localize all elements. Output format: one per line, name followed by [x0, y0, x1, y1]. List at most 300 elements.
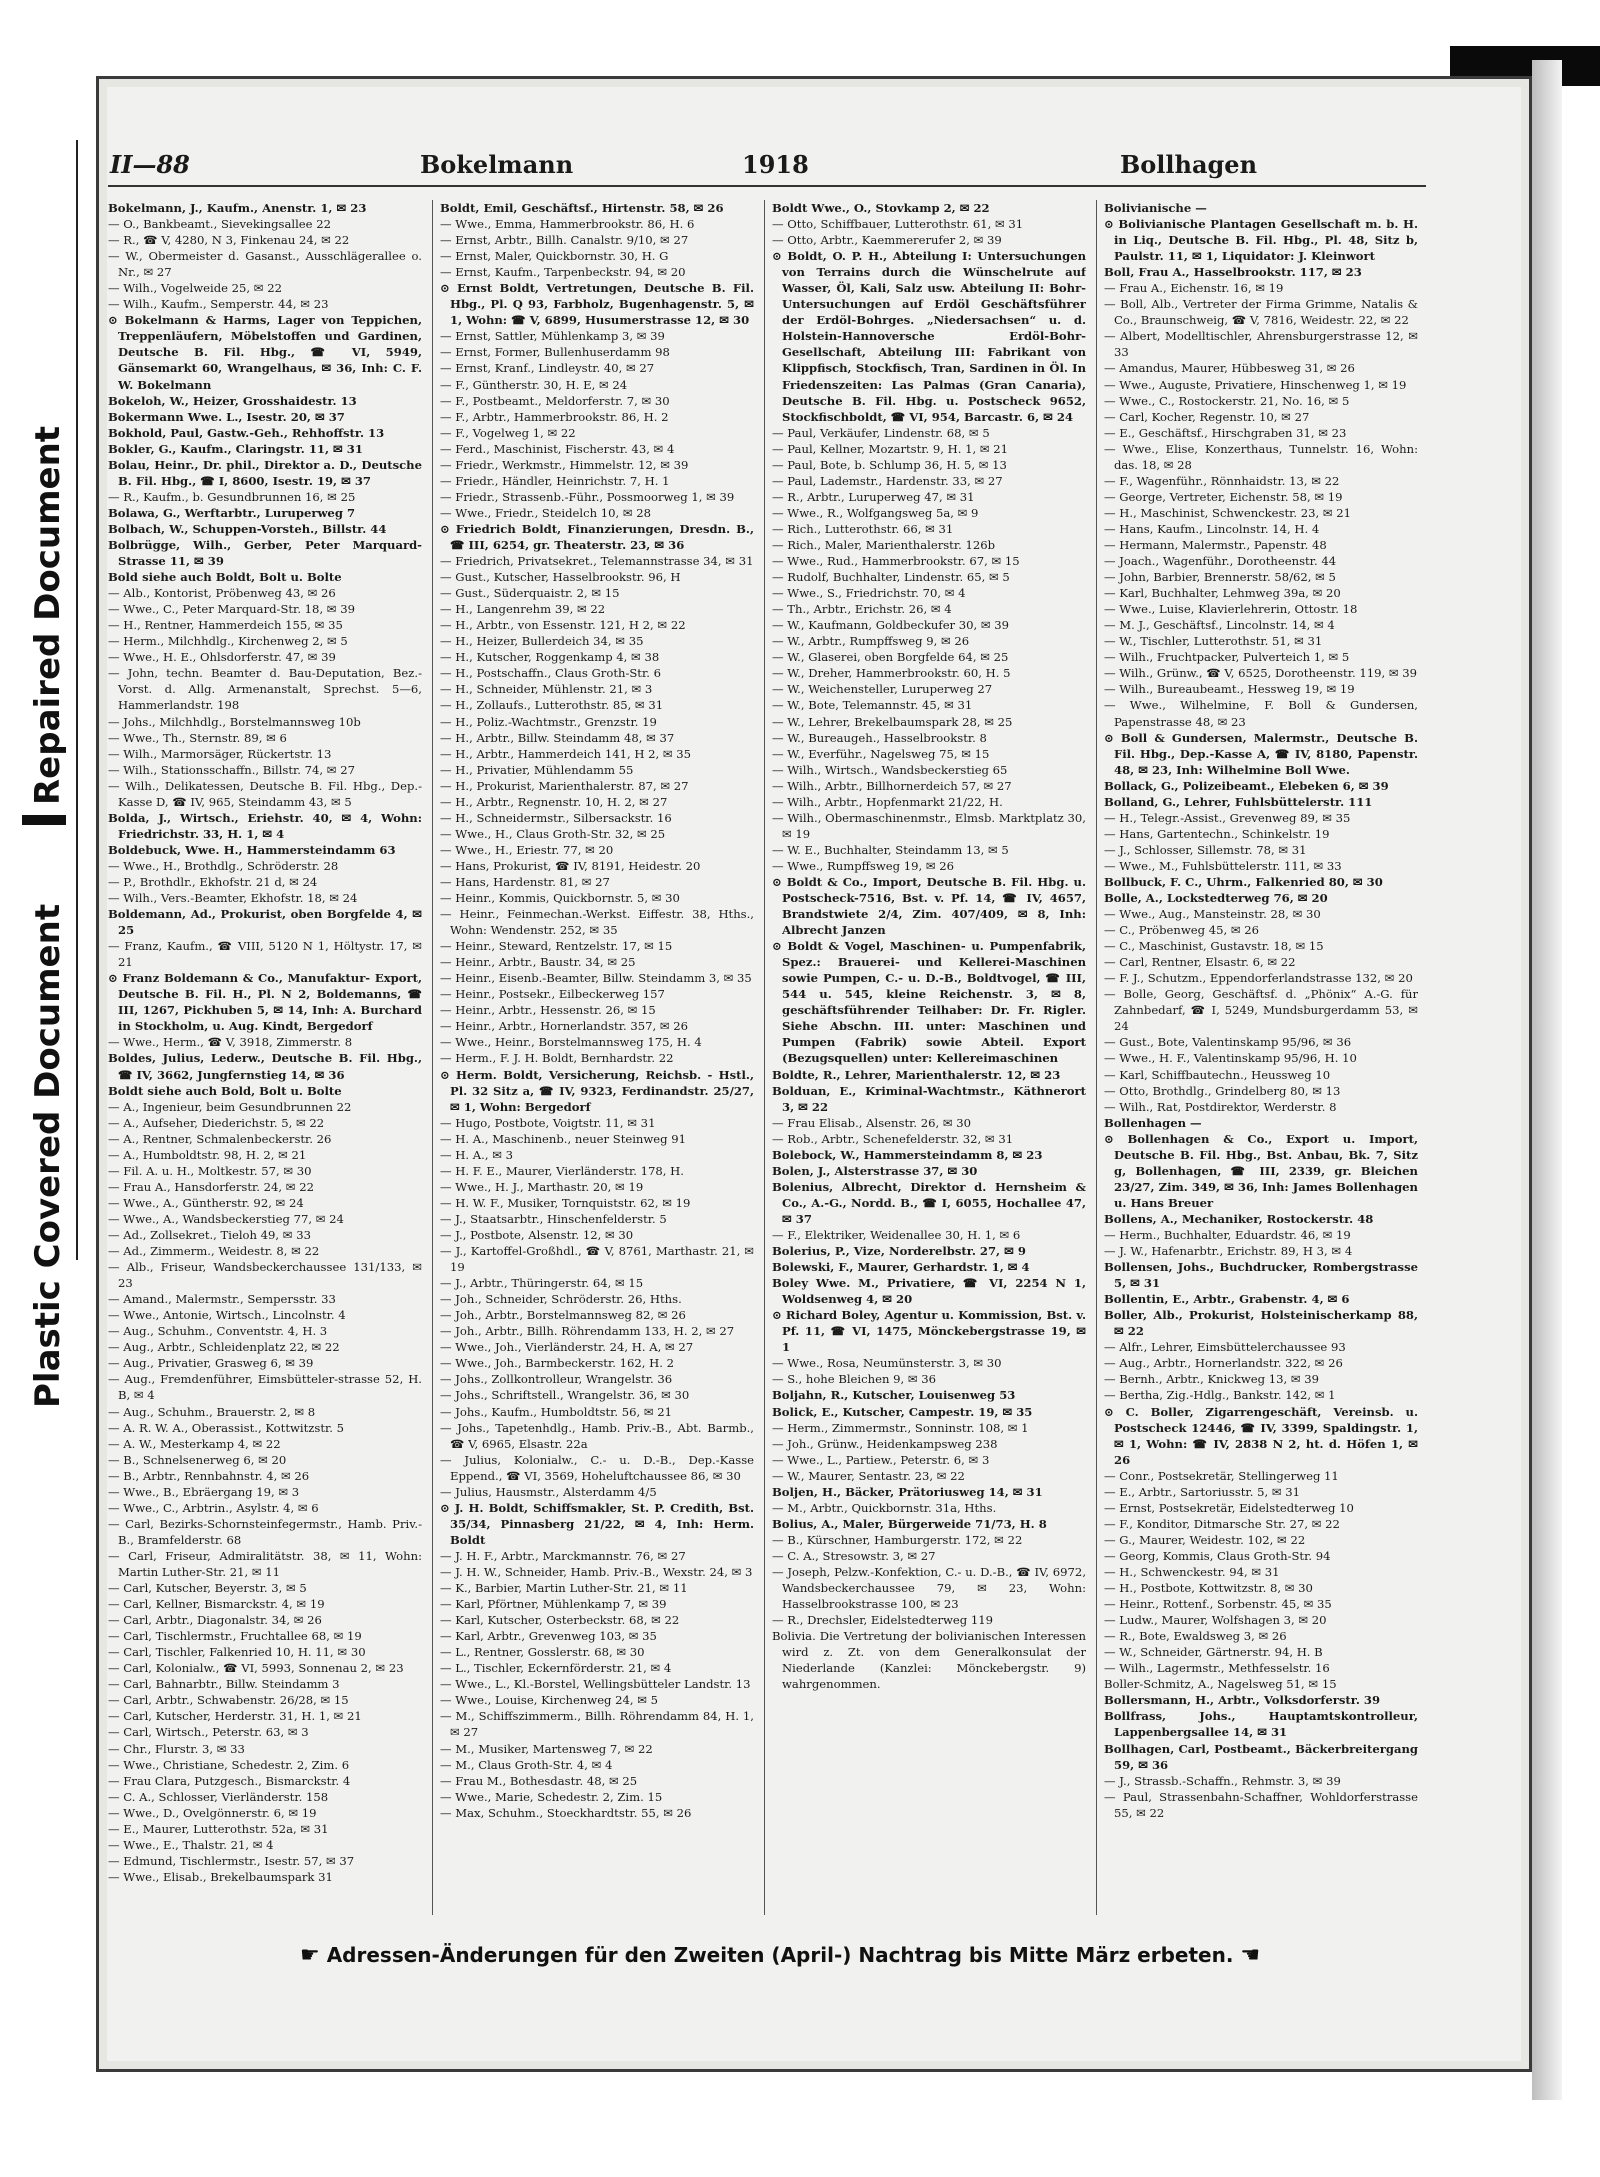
directory-entry: Boldt, Emil, Geschäftsf., Hirtenstr. 58, ✉ 26: [440, 201, 724, 215]
directory-entry: — Friedr., Händler, Heinrichstr. 7, H. 1: [440, 473, 670, 488]
directory-entry: — Julius, Hausmstr., Alsterdamm 4/5: [440, 1484, 657, 1499]
directory-entry: — H., Rentner, Hammerdeich 155, ✉ 35: [108, 618, 343, 633]
directory-entry: — H. F. E., Maurer, Vierländerstr. 178, H.: [440, 1163, 684, 1178]
directory-entry: Bollack, G., Polizeibeamt., Elebeken 6, ✉ 39: [1104, 778, 1389, 793]
directory-entry: — H., Zollaufs., Lutterothstr. 85, ✉ 31: [440, 698, 664, 713]
directory-entry: Bolau, Heinr., Dr. phil., Direktor a. D., Deutsche B. Fil. Hbg., ☎ I, 8600, Isestr. 19, ✉ 37: [108, 457, 422, 488]
directory-entry: — Wwe., E., Thalstr. 21, ✉ 4: [108, 1837, 274, 1852]
directory-entry: Bokeloh, W., Heizer, Grosshaidestr. 13: [108, 393, 357, 408]
directory-entry: Bollens, A., Mechaniker, Rostockerstr. 48: [1104, 1211, 1374, 1226]
directory-entry: — E., Arbtr., Sartoriusstr. 5, ✉ 31: [1104, 1484, 1300, 1499]
directory-entry: — Alfr., Lehrer, Eimsbüttelerchaussee 93: [1104, 1340, 1346, 1355]
directory-entry: — H., Kutscher, Roggenkamp 4, ✉ 38: [440, 650, 660, 665]
directory-entry: — M., Claus Groth-Str. 4, ✉ 4: [440, 1757, 613, 1772]
directory-entry: — Carl, Rentner, Elsastr. 6, ✉ 22: [1104, 955, 1296, 970]
directory-entry: — H., Postschaffn., Claus Groth-Str. 6: [440, 666, 661, 681]
directory-entry: — E., Maurer, Lutterothstr. 52a, ✉ 31: [108, 1821, 329, 1836]
directory-entry: Bokhold, Paul, Gastw.-Geh., Rehhoffstr. 13: [108, 425, 385, 440]
directory-entry: Bolius, A., Maler, Bürgerweide 71/73, H. 8: [772, 1516, 1047, 1531]
directory-entry: — H. W. F., Musiker, Tornquiststr. 62, ✉ 19: [440, 1195, 691, 1210]
directory-entry: Bolda, J., Wirtsch., Eriehstr. 40, ✉ 4, Wohn: Friedrichstr. 33, H. 1, ✉ 4: [108, 810, 422, 841]
directory-entry: — Ernst, Maler, Quickbornstr. 30, H. G: [440, 249, 669, 264]
directory-entry: — Gust., Bote, Valentinskamp 95/96, ✉ 36: [1104, 1035, 1352, 1050]
directory-entry: — John, techn. Beamter d. Bau-Deputation, Bez.-Vorst. d. Allg. Armenanstalt, Sprechst. 5—6, Hammerlandstr. 198: [108, 666, 422, 713]
directory-entry: — Ernst, Kranf., Lindleystr. 40, ✉ 27: [440, 361, 655, 376]
directory-entry: — Wwe., C., Rostockerstr. 21, No. 16, ✉ 5: [1104, 393, 1350, 408]
directory-entry: — Gust., Kutscher, Hasselbrookstr. 96, H: [440, 570, 681, 585]
directory-entry: — C. A., Schlosser, Vierländerstr. 158: [108, 1789, 329, 1804]
directory-entry: — Rob., Arbtr., Schenefelderstr. 32, ✉ 31: [772, 1131, 1014, 1146]
directory-entry: Bolivia. Die Vertretung der bolivianischen Interessen wird z. Zt. von dem Generalkonsulat der Niederlande (Kanzlei: Mönckebergstr. 9) wahrgenommen.: [772, 1629, 1086, 1692]
directory-entry: Bolland, G., Lehrer, Fuhlsbüttelerstr. 111: [1104, 794, 1373, 809]
pointing-hand-icon: ☛: [300, 1943, 320, 1968]
directory-entry: Bolenius, Albrecht, Direktor d. Hernsheim & Co., A.-G., Nordd. B., ☎ I, 6055, Hochallee 47, ✉ 37: [772, 1179, 1086, 1226]
directory-column-3: [772, 200, 1086, 1920]
directory-entry: — Max, Schuhm., Stoeckhardtstr. 55, ✉ 26: [440, 1805, 692, 1820]
directory-entry: — Hans, Kaufm., Lincolnstr. 14, H. 4: [1104, 521, 1320, 536]
directory-entry: — M., Arbtr., Quickbornstr. 31a, Hths.: [772, 1500, 997, 1515]
directory-entry: — Heinr., Postsekr., Eilbeckerweg 157: [440, 987, 665, 1002]
directory-entry: — Ernst, Sattler, Mühlenkamp 3, ✉ 39: [440, 329, 665, 344]
directory-entry: — Wwe., R., Wolfgangsweg 5a, ✉ 9: [772, 505, 979, 520]
column-divider: [432, 200, 433, 1915]
directory-entry: — Wilh., Grünw., ☎ V, 6525, Dorotheenstr. 119, ✉ 39: [1104, 666, 1418, 681]
directory-entry: — Karl, Pförtner, Mühlenkamp 7, ✉ 39: [440, 1597, 667, 1612]
directory-entry: Bolebock, W., Hammersteindamm 8, ✉ 23: [772, 1147, 1043, 1162]
directory-entry: — A., Rentner, Schmalenbeckerstr. 26: [108, 1131, 332, 1146]
directory-entry: — Wwe., S., Friedrichstr. 70, ✉ 4: [772, 586, 966, 601]
directory-entry: — Joh., Grünw., Heidenkampsweg 238: [772, 1436, 998, 1451]
directory-entry: — Wilh., Rat, Postdirektor, Werderstr. 8: [1104, 1099, 1337, 1114]
directory-entry: — F., Elektriker, Weidenallee 30, H. 1, ✉ 6: [772, 1228, 1021, 1242]
directory-entry: — Wilh., Vers.-Beamter, Ekhofstr. 18, ✉ 24: [108, 891, 358, 906]
directory-entry: Boley Wwe. M., Privatiere, ☎ VI, 2254 N 1, Woldsenweg 4, ✉ 20: [772, 1276, 1086, 1307]
directory-entry: — H. A., ✉ 3: [440, 1147, 513, 1162]
directory-entry: — Aug., Arbtr., Schleidenplatz 22, ✉ 22: [108, 1340, 340, 1355]
directory-entry: — Wilh., Kaufm., Semperstr. 44, ✉ 23: [108, 297, 329, 312]
directory-entry: — Paul, Strassenbahn-Schaffner, Wohldorferstrasse 55, ✉ 22: [1104, 1789, 1418, 1820]
directory-entry: — Carl, Arbtr., Diagonalstr. 34, ✉ 26: [108, 1613, 322, 1628]
directory-entry: — F., Güntherstr. 30, H. E, ✉ 24: [440, 377, 628, 392]
directory-entry: — Carl, Friseur, Admiralitätstr. 38, ✉ 11, Wohn: Martin Luther-Str. 21, ✉ 11: [108, 1548, 422, 1579]
directory-entry: — Frau Clara, Putzgesch., Bismarckstr. 4: [108, 1773, 351, 1788]
directory-entry: — Gust., Süderquaistr. 2, ✉ 15: [440, 586, 620, 601]
directory-entry: ⊙ Ernst Boldt, Vertretungen, Deutsche B. Fil. Hbg., Pl. Q 93, Farbholz, Bugenhagenstr. 5, ✉ 1, Wohn: ☎ V, 6899, Husumerstrasse 12, ✉ 30: [440, 281, 754, 328]
directory-entry: — Otto, Brothdlg., Grindelberg 80, ✉ 13: [1104, 1083, 1341, 1098]
directory-entry: — W., Glaserei, oben Borgfelde 64, ✉ 25: [772, 650, 1009, 665]
directory-entry: — Joseph, Pelzw.-Konfektion, C.- u. D.-B., ☎ IV, 6972, Wandsbeckerchaussee 79, ✉ 23, Wohn: Hasselbrookstrasse 100, ✉ 23: [772, 1564, 1086, 1612]
directory-entry: — F., Konditor, Ditmarsche Str. 27, ✉ 22: [1104, 1516, 1340, 1531]
directory-entry: — H., Schneider, Mühlenstr. 21, ✉ 3: [440, 682, 653, 697]
directory-entry: — A. R. W. A., Oberassist., Kottwitzstr. 5: [108, 1420, 344, 1435]
directory-entry: Bollentin, E., Arbtr., Grabenstr. 4, ✉ 6: [1104, 1292, 1350, 1307]
directory-entry: — W., Tischler, Lutterothstr. 51, ✉ 31: [1104, 634, 1323, 649]
directory-entry: ⊙ Bolivianische Plantagen Gesellschaft m. b. H. in Liq., Deutsche B. Fil. Hbg., Pl. 48, Sitz b, Paulstr. 11, ✉ 1, Liquidator: J. Kleinwort: [1104, 217, 1418, 264]
directory-entry: — Carl, Kutscher, Beyerstr. 3, ✉ 5: [108, 1581, 307, 1596]
directory-entry: — Heinr., Eisenb.-Beamter, Billw. Steindamm 3, ✉ 35: [440, 971, 752, 986]
directory-entry: — Wwe., A., Wandsbeckerstieg 77, ✉ 24: [108, 1211, 344, 1226]
directory-entry: Bokelmann, J., Kaufm., Anenstr. 1, ✉ 23: [108, 201, 367, 215]
directory-entry: Bokermann Wwe. L., Isestr. 20, ✉ 37: [108, 409, 345, 424]
side-label-strip: [0, 140, 78, 1408]
directory-entry: ⊙ Franz Boldemann & Co., Manufaktur- Export, Deutsche B. Fil. H., Pl. N 2, Boldemanns, ☎ III, 1267, Pickhuben 5, ✉ 14, Inh: A. Burchard in Stockholm, u. Aug. Kindt, Bergedorf: [108, 971, 422, 1034]
directory-entry: — H., Poliz.-Wachtmstr., Grenzstr. 19: [440, 714, 657, 729]
directory-entry: — Th., Arbtr., Erichstr. 26, ✉ 4: [772, 602, 952, 617]
directory-entry: — Herm., F. J. H. Boldt, Bernhardstr. 22: [440, 1051, 674, 1066]
directory-entry: — F. J., Schutzm., Eppendorferlandstrasse 132, ✉ 20: [1104, 971, 1413, 986]
directory-entry: — Wwe., Joh., Vierländerstr. 24, H. A, ✉ 27: [440, 1340, 694, 1355]
directory-entry: — Ernst, Postsekretär, Eidelstedterweg 10: [1104, 1500, 1354, 1515]
directory-entry: — H., Telegr.-Assist., Grevenweg 89, ✉ 35: [1104, 810, 1351, 825]
directory-entry: — Heinr., Rottenf., Sorbenstr. 45, ✉ 35: [1104, 1597, 1332, 1612]
directory-entry: — Frau A., Eichenstr. 16, ✉ 19: [1104, 281, 1284, 296]
directory-entry: Bolick, E., Kutscher, Campestr. 19, ✉ 35: [772, 1404, 1033, 1419]
directory-entry: — Wilh., Wirtsch., Wandsbeckerstieg 65: [772, 762, 1008, 777]
directory-entry: — Rich., Maler, Marienthalerstr. 126b: [772, 537, 996, 552]
directory-entry: — W., Obermeister d. Gasanst., Ausschlägerallee o. Nr., ✉ 27: [108, 249, 422, 280]
directory-entry: — J., Arbtr., Thüringerstr. 64, ✉ 15: [440, 1276, 644, 1291]
directory-entry: Bollersmann, H., Arbtr., Volksdorferstr. 39: [1104, 1693, 1381, 1708]
directory-entry: — Aug., Arbtr., Hornerlandstr. 322, ✉ 26: [1104, 1356, 1343, 1371]
directory-entry: — H., Arbtr., von Essenstr. 121, H 2, ✉ 22: [440, 618, 686, 633]
directory-entry: — Karl, Schiffbautechn., Heussweg 10: [1104, 1067, 1331, 1082]
directory-entry: — Fil. A. u. H., Moltkestr. 57, ✉ 30: [108, 1163, 312, 1178]
directory-entry: — Wwe., B., Ebräergang 19, ✉ 3: [108, 1484, 300, 1499]
directory-entry: — Ludw., Maurer, Wolfshagen 3, ✉ 20: [1104, 1613, 1327, 1628]
directory-entry: — R., Bote, Ewaldsweg 3, ✉ 26: [1104, 1629, 1287, 1644]
directory-entry: — Carl, Kutscher, Herderstr. 31, H. 1, ✉ 21: [108, 1709, 362, 1724]
directory-entry: — Heinr., Arbtr., Baustr. 34, ✉ 25: [440, 955, 636, 970]
directory-entry: — Johs., Kaufm., Humboldtstr. 56, ✉ 21: [440, 1404, 673, 1419]
directory-entry: — W., Arbtr., Rumpffsweg 9, ✉ 26: [772, 634, 970, 649]
directory-entry: — Edmund, Tischlermstr., Isestr. 57, ✉ 37: [108, 1853, 355, 1868]
directory-entry: — Wwe., Auguste, Privatiere, Hinschenweg 1, ✉ 19: [1104, 377, 1407, 392]
directory-entry: — Ernst, Arbtr., Billh. Canalstr. 9/10, ✉ 27: [440, 233, 689, 248]
directory-entry: — Chr., Flurstr. 3, ✉ 33: [108, 1741, 245, 1756]
directory-entry: — Julius, Kolonialw., C.- u. D.-B., Dep.-Kasse Eppend., ☎ VI, 3569, Hoheluftchaussee 86, ✉ 30: [440, 1452, 754, 1483]
column-divider: [764, 200, 765, 1915]
directory-entry: — Aug., Schuhm., Brauerstr. 2, ✉ 8: [108, 1404, 316, 1419]
directory-entry: — Wwe., Herm., ☎ V, 3918, Zimmerstr. 8: [108, 1035, 353, 1050]
directory-entry: — L., Rentner, Gosslerstr. 68, ✉ 30: [440, 1645, 645, 1660]
directory-entry: ⊙ Boldt & Co., Import, Deutsche B. Fil. Hbg. u. Postscheck-7516, Bst. v. Pf. 14, ☎ IV, 4657, Brandstwiete 2/4, Zim. 407/409, ✉ 8, Inh: Albrecht Janzen: [772, 874, 1086, 938]
directory-entry: — Amandus, Maurer, Hübbesweg 31, ✉ 26: [1104, 361, 1355, 376]
directory-entry: — Wilh., Marmorsäger, Rückertstr. 13: [108, 746, 332, 761]
directory-entry: — Friedr., Werkmstr., Himmelstr. 12, ✉ 39: [440, 457, 689, 472]
directory-entry: — Herm., Zimmermstr., Sonninstr. 108, ✉ 1: [772, 1420, 1029, 1435]
directory-entry: ⊙ C. Boller, Zigarrengeschäft, Vereinsb. u. Postscheck 12446, ☎ IV, 3399, Spaldingstr. 1, ✉ 1, Wohn: ☎ IV, 2838 N 2, ht. d. Höfen 1, ✉ 26: [1104, 1404, 1418, 1467]
directory-entry: — Bolle, Georg, Geschäftsf. d. „Phönix“ A.-G. für Zahnbedarf, ☎ I, 5249, Mundsburgerdamm 53, ✉ 24: [1104, 987, 1418, 1034]
directory-entry: — W., Lehrer, Brekelbaumspark 28, ✉ 25: [772, 714, 1013, 729]
directory-entry: — Wilh., Vogelweide 25, ✉ 22: [108, 281, 282, 296]
directory-entry: — W., Schneider, Gärtnerstr. 94, H. B: [1104, 1645, 1323, 1660]
directory-entry: — Alb., Friseur, Wandsbeckerchaussee 131/133, ✉ 23: [108, 1260, 422, 1291]
directory-entry: — Hermann, Malermstr., Papenstr. 48: [1104, 537, 1327, 552]
directory-entry: Bolerius, P., Vize, Norderelbstr. 27, ✉ 9: [772, 1244, 1026, 1259]
year-heading: 1918: [742, 150, 809, 179]
directory-entry: — C., Maschinist, Gustavstr. 18, ✉ 15: [1104, 939, 1324, 954]
directory-entry: — Wwe., H. J., Marthastr. 20, ✉ 19: [440, 1179, 644, 1194]
directory-entry: Boldte, R., Lehrer, Marienthalerstr. 12, ✉ 23: [772, 1067, 1061, 1082]
directory-entry: — Frau M., Bothesdastr. 48, ✉ 25: [440, 1773, 638, 1788]
directory-entry: — Wwe., L., Partiew., Peterstr. 6, ✉ 3: [772, 1452, 990, 1467]
directory-entry: — R., Drechsler, Eidelstedterweg 119: [772, 1613, 994, 1628]
directory-entry: — F., Arbtr., Hammerbrookstr. 86, H. 2: [440, 409, 669, 424]
directory-entry: — H., Arbtr., Hammerdeich 141, H 2, ✉ 35: [440, 746, 692, 761]
directory-column-1: [108, 200, 422, 1920]
directory-entry: Bollfrass, Johs., Hauptamtskontrolleur, Lappenbergsallee 14, ✉ 31: [1104, 1709, 1418, 1740]
directory-entry: — Wwe., Wilhelmine, F. Boll & Gundersen, Papenstrasse 48, ✉ 23: [1104, 698, 1418, 729]
directory-entry: — Ad., Zollsekret., Tieloh 49, ✉ 33: [108, 1228, 311, 1242]
directory-entry: — Wilh., Arbtr., Billhornerdeich 57, ✉ 27: [772, 778, 1012, 793]
directory-entry: — Wwe., Th., Sternstr. 89, ✉ 6: [108, 730, 287, 745]
directory-entry: — Paul, Verkäufer, Lindenstr. 68, ✉ 5: [772, 425, 990, 440]
directory-entry: — Karl, Kutscher, Osterbeckstr. 68, ✉ 22: [440, 1613, 680, 1628]
directory-entry: — F., Vogelweg 1, ✉ 22: [440, 425, 576, 440]
directory-entry: — A. W., Mesterkamp 4, ✉ 22: [108, 1436, 281, 1451]
directory-entry: — Wwe., Heinr., Borstelmannsweg 175, H. 4: [440, 1035, 702, 1050]
directory-entry: — Friedr., Strassenb.-Führ., Possmoorweg 1, ✉ 39: [440, 489, 735, 504]
directory-entry: — Franz, Kaufm., ☎ VIII, 5120 N 1, Höltystr. 17, ✉ 21: [108, 939, 422, 970]
directory-entry: — B., Kürschner, Hamburgerstr. 172, ✉ 22: [772, 1532, 1023, 1547]
directory-entry: — W., Weichensteller, Luruperweg 27: [772, 682, 993, 697]
directory-entry: Boldebuck, Wwe. H., Hammersteindamm 63: [108, 842, 396, 857]
directory-entry: — Heinr., Feinmechan.-Werkst. Eiffestr. 38, Hths., Wohn: Wendenstr. 252, ✉ 35: [440, 907, 754, 938]
directory-entry: — Aug., Privatier, Grasweg 6, ✉ 39: [108, 1356, 314, 1371]
directory-entry: — Ferd., Maschinist, Fischerstr. 43, ✉ 4: [440, 441, 675, 456]
directory-entry: — R., ☎ V, 4280, N 3, Finkenau 24, ✉ 22: [108, 233, 350, 248]
directory-entry: Bolbach, W., Schuppen-Vorsteh., Billstr. 44: [108, 521, 387, 536]
directory-entry: — W., Dreher, Hammerbrookstr. 60, H. 5: [772, 666, 1011, 681]
directory-entry: — Wilh., Delikatessen, Deutsche B. Fil. Hbg., Dep.-Kasse D, ☎ IV, 965, Steindamm 43, ✉ 5: [108, 778, 422, 809]
directory-entry: ⊙ Boldt, O. P. H., Abteilung I: Untersuchungen von Terrains durch die Wünschelrute auf Wasser, Öl, Kali, Salz usw. Abteilung II: Bohr-Untersuchungen auf Erdöl Geschäftsführer der Erdöl-Bohrges. „Niedersachsen“ u. d. Holstein-Hannoversche Erdöl-Bohr-Gesellschaft, Abteilung III: Fabrikant von Klippfisch, Stockfisch, Tran, Sardinen in Öl. In Friedenszeiten: Las Palmas (Gran Canaria), Deutsche B. Fil. Hbg. u. Postscheck 9652, Stockfischboldt, ☎ VI, 954, Barcastr. 6, ✉ 24: [772, 249, 1086, 424]
directory-entry: — Carl, Tischler, Falkenried 10, H. 11, ✉ 30: [108, 1645, 366, 1660]
directory-entry: — Carl, Kellner, Bismarckstr. 4, ✉ 19: [108, 1597, 325, 1612]
directory-entry: — Georg, Kommis, Claus Groth-Str. 94: [1104, 1548, 1331, 1563]
directory-entry: Boljahn, R., Kutscher, Louisenweg 53: [772, 1388, 1016, 1403]
directory-entry: — M., Musiker, Martensweg 7, ✉ 22: [440, 1741, 653, 1756]
directory-entry: — Rich., Lutterothstr. 66, ✉ 31: [772, 521, 954, 536]
directory-entry: — Wwe., Luise, Klavierlehrerin, Ottostr. 18: [1104, 602, 1358, 617]
directory-entry: — H., Heizer, Bullerdeich 34, ✉ 35: [440, 634, 644, 649]
directory-entry: — M. J., Geschäftsf., Lincolnstr. 14, ✉ 4: [1104, 618, 1335, 633]
directory-entry: Boldt Wwe., O., Stovkamp 2, ✉ 22: [772, 201, 990, 215]
directory-entry: — John, Barbier, Brennerstr. 58/62, ✉ 5: [1104, 570, 1336, 585]
directory-entry: — Wilh., Obermaschinenmstr., Elmsb. Marktplatz 30, ✉ 19: [772, 810, 1086, 841]
directory-entry: — Boll, Alb., Vertreter der Firma Grimme, Natalis & Co., Braunschweig, ☎ V, 7816, Weidestr. 22, ✉ 22: [1104, 297, 1418, 328]
directory-entry: — W., Kaufmann, Goldbeckufer 30, ✉ 39: [772, 618, 1010, 633]
label-separator: [22, 815, 66, 825]
directory-entry: — Wilh., Arbtr., Hopfenmarkt 21/22, H.: [772, 794, 1003, 809]
directory-entry: — H., Langenrehm 39, ✉ 22: [440, 602, 606, 617]
directory-entry: — W., Bureaugeh., Hasselbrookstr. 8: [772, 730, 987, 745]
directory-entry: — Albert, Modelltischler, Ahrensburgerstrasse 12, ✉ 33: [1104, 329, 1418, 360]
directory-entry: — Wwe., L., Kl.-Borstel, Wellingsbütteler Landstr. 13: [440, 1677, 751, 1692]
directory-entry: — J., Schlosser, Sillemstr. 78, ✉ 31: [1104, 842, 1307, 857]
right-running-head: Bollhagen: [1120, 150, 1258, 179]
directory-entry: — Herm., Milchhdlg., Kirchenweg 2, ✉ 5: [108, 634, 348, 649]
directory-entry: — Otto, Arbtr., Kaemmererufer 2, ✉ 39: [772, 233, 1002, 248]
directory-column-4: [1104, 200, 1418, 1920]
directory-entry: ⊙ Boldt & Vogel, Maschinen- u. Pumpenfabrik, Spez.: Brauerei- und Kellerei-Maschinen sowie Pumpen, C.- u. D.-B., Boldtvogel, ☎ III, 544 u. 545, kleine Reichenstr. 3, ✉ 8, geschäftsführender Teilhaber: Dr. Fr. Rigler. Siehe Abschn. III. unter: Maschinen und Pumpen (Fabrik) sowie Abteil. Export (Bezugsquellen) unter: Kellereimaschinen: [772, 939, 1086, 1066]
directory-entry: ⊙ Boll & Gundersen, Malermstr., Deutsche B. Fil. Hbg., Dep.-Kasse A, ☎ IV, 8180, Papenstr. 48, ✉ 23, Inh: Wilhelmine Boll Wwe.: [1104, 730, 1418, 777]
directory-entry: — Wwe., M., Fuhlsbüttelerstr. 111, ✉ 33: [1104, 858, 1342, 873]
directory-entry: — Aug., Schuhm., Conventstr. 4, H. 3: [108, 1324, 328, 1339]
directory-entry: — Wilh., Bureaubeamt., Hessweg 19, ✉ 19: [1104, 682, 1355, 697]
directory-entry: Boller-Schmitz, A., Nagelsweg 51, ✉ 15: [1104, 1677, 1337, 1692]
directory-entry: — Paul, Bote, b. Schlump 36, H. 5, ✉ 13: [772, 457, 1007, 472]
directory-entry: — L., Tischler, Eckernförderstr. 21, ✉ 4: [440, 1661, 672, 1676]
directory-entry: — Wwe., Emma, Hammerbrookstr. 86, H. 6: [440, 217, 695, 232]
directory-entry: — Friedrich, Privatsekret., Telemannstrasse 34, ✉ 31: [440, 554, 754, 569]
directory-entry: — Hans, Gartentechn., Schinkelstr. 19: [1104, 826, 1330, 841]
directory-entry: — Wwe., Joh., Barmbeckerstr. 162, H. 2: [440, 1356, 674, 1371]
directory-entry: — Carl, Arbtr., Schwabenstr. 26/28, ✉ 15: [108, 1693, 349, 1708]
directory-entry: — Joh., Arbtr., Billh. Röhrendamm 133, H. 2, ✉ 27: [440, 1324, 735, 1339]
directory-entry: — Wwe., Rosa, Neumünsterstr. 3, ✉ 30: [772, 1356, 1002, 1371]
directory-entry: Boller, Alb., Prokurist, Holsteinischerkamp 88, ✉ 22: [1104, 1308, 1418, 1339]
directory-entry: — Wwe., H., Brothdlg., Schröderstr. 28: [108, 858, 339, 873]
directory-entry: — W., Everführ., Nagelsweg 75, ✉ 15: [772, 746, 990, 761]
directory-entry: — Johs., Zollkontrolleur, Wrangelstr. 36: [440, 1372, 673, 1387]
directory-entry: — Wwe., Elise, Konzerthaus, Tunnelstr. 16, Wohn: das. 18, ✉ 28: [1104, 441, 1418, 472]
directory-entry: — J. H. F., Arbtr., Marckmannstr. 76, ✉ 27: [440, 1548, 686, 1563]
directory-entry: Bolbrügge, Wilh., Gerber, Peter Marquard-Strasse 11, ✉ 39: [108, 537, 422, 569]
directory-entry: — George, Vertreter, Eichenstr. 58, ✉ 19: [1104, 489, 1343, 504]
directory-entry: — Wwe., Marie, Schedestr. 2, Zim. 15: [440, 1789, 663, 1804]
directory-entry: — H., Privatier, Mühlendamm 55: [440, 762, 634, 777]
directory-entry: — Johs., Milchhdlg., Borstelmannsweg 10b: [108, 714, 361, 729]
directory-entry: — Wwe., H. F., Valentinskamp 95/96, H. 10: [1104, 1051, 1357, 1066]
directory-entry: — Paul, Lademstr., Hardenstr. 33, ✉ 27: [772, 473, 1003, 488]
directory-entry: — O., Bankbeamt., Sievekingsallee 22: [108, 217, 331, 232]
directory-entry: — Heinr., Arbtr., Hessenstr. 26, ✉ 15: [440, 1003, 656, 1018]
directory-entry: — Carl, Kocher, Regenstr. 10, ✉ 27: [1104, 409, 1310, 424]
footer-notice: [300, 1943, 1320, 1969]
directory-entry: — F., Postbeamt., Meldorferstr. 7, ✉ 30: [440, 393, 670, 408]
page-number: II—88: [110, 150, 190, 179]
page-header: [110, 150, 1420, 180]
directory-entry: — C. A., Stresowstr. 3, ✉ 27: [772, 1548, 936, 1563]
directory-entry: — Bertha, Zig.-Hdlg., Bankstr. 142, ✉ 1: [1104, 1388, 1336, 1403]
directory-entry: — Ad., Zimmerm., Weidestr. 8, ✉ 22: [108, 1244, 320, 1259]
directory-entry: — W., Maurer, Sentastr. 23, ✉ 22: [772, 1468, 965, 1483]
directory-entry: Bolen, J., Alsterstrasse 37, ✉ 30: [772, 1163, 978, 1178]
directory-entry: — Aug., Fremdenführer, Eimsbütteler-strasse 52, H. B, ✉ 4: [108, 1372, 422, 1403]
directory-entry: — Carl, Bezirks-Schornsteinfegermstr., Hamb. Priv.-B., Bramfelderstr. 68: [108, 1516, 422, 1547]
directory-entry: Bolewski, F., Maurer, Gerhardstr. 1, ✉ 4: [772, 1260, 1030, 1275]
directory-entry: — Wwe., C., Peter Marquard-Str. 18, ✉ 39: [108, 602, 355, 617]
pointing-hand-icon: ☚: [1240, 1943, 1261, 1968]
directory-entry: — Wwe., D., Ovelgönnerstr. 6, ✉ 19: [108, 1805, 317, 1820]
directory-entry: — W., Bote, Telemannstr. 45, ✉ 31: [772, 698, 973, 713]
directory-entry: — Carl, Kolonialw., ☎ VI, 5993, Sonnenau 2, ✉ 23: [108, 1661, 404, 1676]
directory-entry: — H., Arbtr., Regnenstr. 10, H. 2, ✉ 27: [440, 794, 668, 809]
directory-entry: — K., Barbier, Martin Luther-Str. 21, ✉ 11: [440, 1581, 688, 1596]
directory-entry: — M., Schiffszimmerm., Billh. Röhrendamm 84, H. 1, ✉ 27: [440, 1709, 754, 1740]
directory-entry: — Karl, Arbtr., Grevenweg 103, ✉ 35: [440, 1629, 657, 1644]
directory-entry: — R., Arbtr., Luruperweg 47, ✉ 31: [772, 489, 975, 504]
directory-entry: — R., Kaufm., b. Gesundbrunnen 16, ✉ 25: [108, 489, 356, 504]
directory-entry: — Wwe., Aug., Mansteinstr. 28, ✉ 30: [1104, 907, 1321, 922]
directory-entry: Boldt siehe auch Bold, Bolt u. Bolte: [108, 1083, 342, 1098]
directory-entry: — Johs., Schriftstell., Wrangelstr. 36, ✉ 30: [440, 1388, 690, 1403]
directory-entry: — C., Pröbenweg 45, ✉ 26: [1104, 923, 1260, 938]
directory-entry: — Heinr., Kommis, Quickbornstr. 5, ✉ 30: [440, 891, 680, 906]
directory-column-2: [440, 200, 754, 1920]
directory-entry: — J., Staatsarbtr., Hinschenfelderstr. 5: [440, 1211, 667, 1226]
column-divider: [1096, 200, 1097, 1915]
directory-entry: — E., Geschäftsf., Hirschgraben 31, ✉ 23: [1104, 425, 1347, 440]
directory-entry: — Wwe., Friedr., Steidelch 10, ✉ 28: [440, 505, 652, 520]
directory-entry: Bollbuck, F. C., Uhrm., Falkenried 80, ✉ 30: [1104, 874, 1383, 889]
directory-entry: — Wwe., Elisab., Brekelbaumspark 31: [108, 1869, 333, 1884]
directory-entry: Bollhagen, Carl, Postbeamt., Bäckerbreitergang 59, ✉ 36: [1104, 1741, 1418, 1772]
directory-entry: Bolivianische —: [1104, 201, 1207, 215]
directory-entry: Bokler, G., Kaufm., Claringstr. 11, ✉ 31: [108, 441, 363, 456]
directory-entry: Bollenhagen —: [1104, 1115, 1202, 1130]
directory-entry: — A., Aufseher, Diederichstr. 5, ✉ 22: [108, 1115, 325, 1130]
directory-entry: Boldemann, Ad., Prokurist, oben Borgfelde 4, ✉ 25: [108, 907, 422, 938]
directory-entry: — Johs., Tapetenhdlg., Hamb. Priv.-B., Abt. Barmb., ☎ V, 6965, Elsastr. 22a: [440, 1420, 754, 1451]
directory-entry: — Wwe., Rud., Hammerbrookstr. 67, ✉ 15: [772, 554, 1020, 569]
directory-entry: — S., hohe Bleichen 9, ✉ 36: [772, 1372, 936, 1387]
directory-entry: — Wwe., H., Eriestr. 77, ✉ 20: [440, 842, 614, 857]
directory-entry: — Wwe., H. E., Ohlsdorferstr. 47, ✉ 39: [108, 650, 336, 665]
directory-entry: — H., Schwenckestr. 94, ✉ 31: [1104, 1564, 1280, 1579]
directory-entry: — Heinr., Arbtr., Hornerlandstr. 357, ✉ 26: [440, 1019, 688, 1034]
directory-entry: Bollensen, Johs., Buchdrucker, Rombergstrasse 5, ✉ 31: [1104, 1260, 1418, 1291]
directory-entry: — Amand., Malermstr., Sempersstr. 33: [108, 1292, 336, 1307]
directory-entry: — Wwe., Louise, Kirchenweg 24, ✉ 5: [440, 1693, 659, 1708]
directory-entry: — A., Humboldtstr. 98, H. 2, ✉ 21: [108, 1147, 307, 1162]
directory-entry: — Ernst, Kaufm., Tarpenbeckstr. 94, ✉ 20: [440, 265, 686, 280]
directory-entry: — G., Maurer, Weidestr. 102, ✉ 22: [1104, 1532, 1306, 1547]
directory-entry: — Joh., Schneider, Schröderstr. 26, Hths.: [440, 1292, 682, 1307]
directory-entry: — W. E., Buchhalter, Steindamm 13, ✉ 5: [772, 842, 1009, 857]
directory-entry: — Hans, Prokurist, ☎ IV, 8191, Heidestr. 20: [440, 858, 701, 873]
directory-entry: — Wwe., Antonie, Wirtsch., Lincolnstr. 4: [108, 1308, 346, 1323]
directory-entry: — Wwe., C., Arbtrin., Asylstr. 4, ✉ 6: [108, 1500, 319, 1515]
directory-entry: ⊙ Bollenhagen & Co., Export u. Import, Deutsche B. Fil. Hbg., Bst. Anbau, Bk. 7, Sitz g, Bollenhagen, ☎ III, 2339, gr. Bleichen 23/27, Zim. 349, ✉ 36, Inh: James Bollenhagen u. Hans Breuer: [1104, 1131, 1418, 1210]
directory-entry: — Ernst, Former, Bullenhuserdamm 98: [440, 345, 670, 360]
directory-entry: — Hugo, Postbote, Voigtstr. 11, ✉ 31: [440, 1115, 656, 1130]
directory-entry: — J. H. W., Schneider, Hamb. Priv.-B., Wexstr. 24, ✉ 3: [440, 1564, 753, 1579]
directory-entry: Boljen, H., Bäcker, Prätoriusweg 14, ✉ 31: [772, 1484, 1043, 1499]
directory-entry: — Wwe., Rumpffsweg 19, ✉ 26: [772, 858, 955, 873]
directory-entry: ⊙ Richard Boley, Agentur u. Kommission, Bst. v. Pf. 11, ☎ VI, 1475, Mönckebergstrasse 19, ✉ 1: [772, 1308, 1086, 1355]
directory-entry: — Carl, Bahnarbtr., Billw. Steindamm 3: [108, 1677, 340, 1692]
directory-entry: — Joh., Arbtr., Borstelmannsweg 82, ✉ 26: [440, 1308, 686, 1323]
directory-entry: — Carl, Tischlermstr., Fruchtallee 68, ✉ 19: [108, 1629, 362, 1644]
directory-entry: — H., Maschinist, Schwenckestr. 23, ✉ 21: [1104, 505, 1352, 520]
directory-entry: — J., Strassb.-Schaffn., Rehmstr. 3, ✉ 39: [1104, 1773, 1341, 1788]
header-rule: [108, 185, 1426, 187]
directory-entry: — Joach., Wagenführ., Dorotheenstr. 44: [1104, 554, 1337, 569]
directory-entry: — P., Brothdlr., Ekhofstr. 21 d, ✉ 24: [108, 874, 318, 889]
directory-entry: — H. A., Maschinenb., neuer Steinweg 91: [440, 1131, 687, 1146]
directory-entry: — Karl, Buchhalter, Lehmweg 39a, ✉ 20: [1104, 586, 1341, 601]
directory-entry: Bolawa, G., Werftarbtr., Luruperweg 7: [108, 505, 356, 520]
page-edge-shadow: [1532, 60, 1562, 2100]
directory-entry: — Alb., Kontorist, Pröbenweg 43, ✉ 26: [108, 586, 336, 601]
directory-entry: — Otto, Schiffbauer, Lutterothstr. 61, ✉ 31: [772, 217, 1024, 232]
directory-entry: — Wilh., Lagermstr., Methfesselstr. 16: [1104, 1661, 1330, 1676]
directory-entry: — J., Postbote, Alsenstr. 12, ✉ 30: [440, 1228, 634, 1242]
directory-entry: — B., Schnelsenerweg 6, ✉ 20: [108, 1452, 287, 1467]
directory-entry: — Conr., Postsekretär, Stellingerweg 11: [1104, 1468, 1339, 1483]
directory-entry: — Frau Elisab., Alsenstr. 26, ✉ 30: [772, 1115, 972, 1130]
